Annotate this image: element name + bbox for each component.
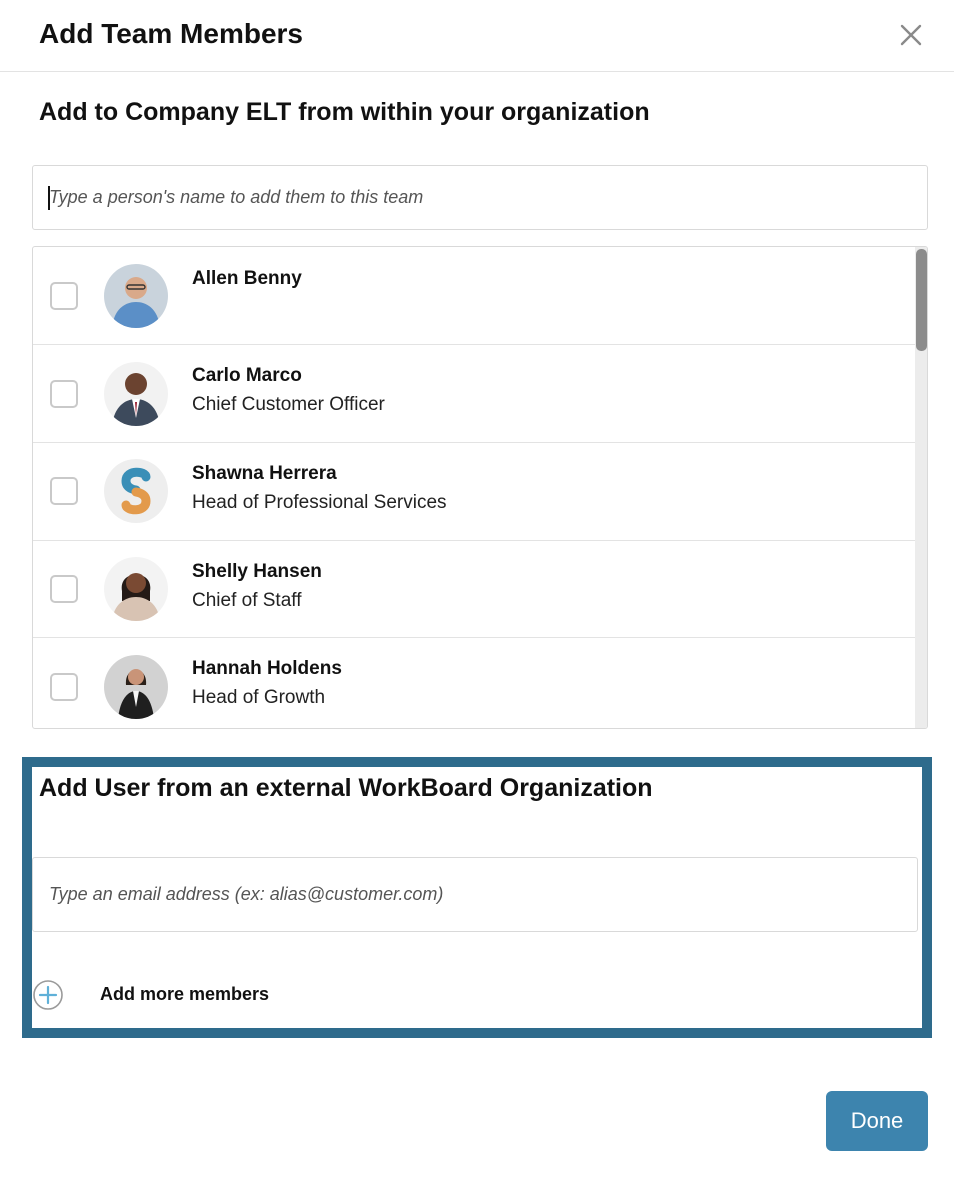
plus-circle-icon — [32, 979, 64, 1011]
internal-section-title: Add to Company ELT from within your organization — [39, 98, 650, 126]
email-box — [32, 857, 918, 932]
dialog-header — [0, 0, 954, 72]
person-avatar-icon — [104, 655, 168, 719]
done-button[interactable]: Done — [826, 1091, 928, 1151]
add-more-members-button[interactable] — [32, 979, 332, 1011]
member-row — [33, 345, 915, 443]
add-more-members-label: Add more members — [100, 984, 270, 1004]
person-avatar-icon — [104, 362, 168, 426]
member-name: Hannah Holdens — [192, 658, 342, 679]
text-caret — [48, 186, 50, 210]
person-avatar-icon — [104, 264, 168, 328]
avatar — [104, 557, 168, 621]
member-role: Chief of Staff — [192, 590, 302, 611]
avatar — [104, 264, 168, 328]
member-checkbox[interactable] — [50, 282, 78, 310]
member-checkbox[interactable] — [50, 380, 78, 408]
dialog-title: Add Team Members — [39, 18, 303, 49]
avatar — [104, 362, 168, 426]
member-search-box — [32, 165, 928, 230]
member-name: Shawna Herrera — [192, 463, 337, 484]
scrollbar-thumb[interactable] — [916, 249, 927, 351]
member-row — [33, 247, 915, 345]
member-list — [32, 246, 928, 729]
external-user-section — [22, 757, 932, 1038]
member-row — [33, 443, 915, 541]
member-search-input[interactable] — [49, 166, 909, 229]
logo-s-icon — [104, 459, 168, 523]
person-avatar-icon — [104, 557, 168, 621]
member-row — [33, 540, 915, 638]
avatar — [104, 655, 168, 719]
email-input[interactable] — [49, 858, 909, 931]
member-name: Allen Benny — [192, 268, 302, 289]
member-checkbox[interactable] — [50, 673, 78, 701]
close-button[interactable] — [896, 20, 926, 50]
avatar — [104, 459, 168, 523]
member-role: Head of Growth — [192, 687, 326, 708]
member-role: Chief Customer Officer — [192, 394, 385, 415]
member-name: Shelly Hansen — [192, 561, 322, 582]
member-checkbox[interactable] — [50, 575, 78, 603]
member-role: Head of Professional Services — [192, 492, 447, 513]
member-checkbox[interactable] — [50, 477, 78, 505]
close-icon — [896, 20, 926, 50]
member-name: Carlo Marco — [192, 365, 302, 386]
member-row — [33, 638, 915, 729]
external-section-title: Add User from an external WorkBoard Organization — [39, 774, 653, 802]
